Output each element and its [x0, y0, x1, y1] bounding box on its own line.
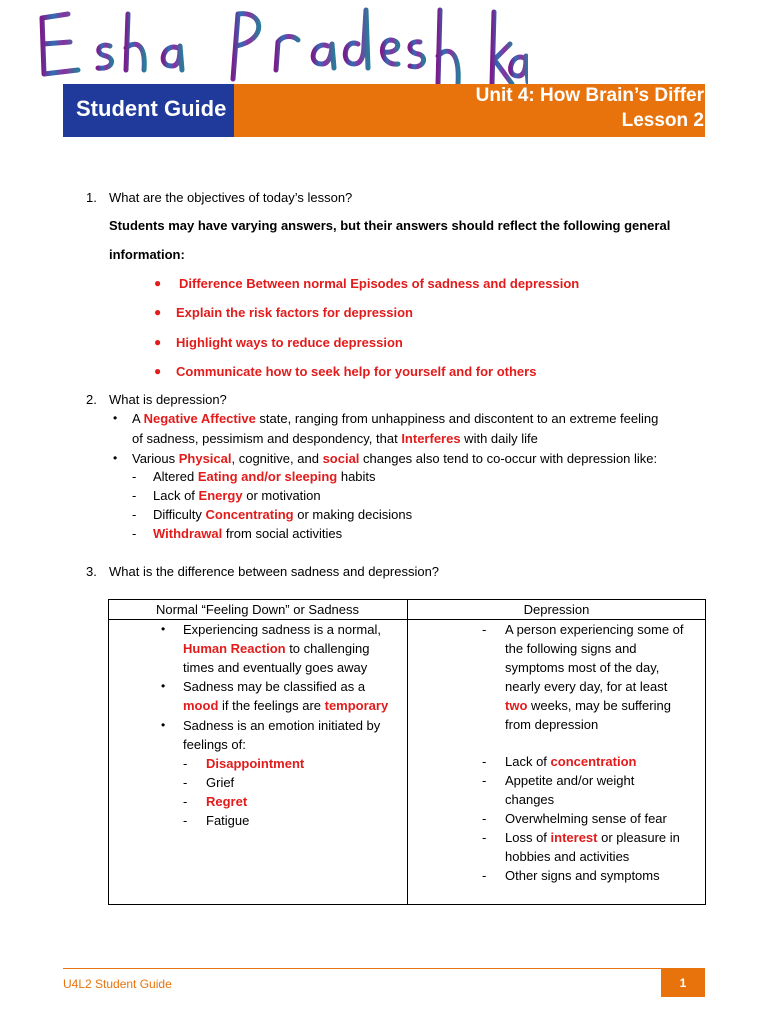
q2-sub-item: [153, 525, 342, 543]
depression-line: Other signs and symptoms: [505, 868, 660, 883]
table-border-right: [705, 599, 706, 905]
depression-line: A person experiencing some of: [505, 622, 684, 637]
table-column-divider: [407, 599, 408, 905]
bullet-icon: ●: [154, 364, 162, 378]
bullet-icon: •: [113, 411, 118, 425]
objective-item: Explain the risk factors for depression: [176, 305, 413, 320]
text: weeks, may be suffering: [527, 698, 671, 713]
q2-sub-item: [153, 487, 321, 505]
highlight: Energy: [198, 488, 243, 503]
text: to challenging: [285, 641, 370, 656]
text: changes also tend to co-occur with depression like:: [359, 451, 658, 466]
text: Lack of: [153, 488, 199, 503]
unit-title: [476, 83, 704, 133]
footer-divider: [63, 968, 705, 969]
text: from social activities: [222, 526, 343, 541]
highlight: Concentrating: [205, 507, 294, 522]
highlight: Withdrawal: [153, 526, 223, 541]
q2-number: 2.: [86, 392, 97, 407]
feeling-item: Fatigue: [206, 813, 250, 828]
depression-line: changes: [505, 792, 555, 807]
table-header-sadness: Normal “Feeling Down” or Sadness: [155, 602, 360, 617]
feeling-item: Disappointment: [206, 756, 305, 771]
bullet-icon: ●: [154, 276, 162, 290]
bullet-icon: •: [161, 679, 166, 693]
q2-bullet2: [132, 450, 657, 468]
depression-line: [505, 697, 671, 715]
bullet-icon: ●: [154, 335, 162, 349]
bullet-icon: ●: [154, 305, 162, 319]
depression-line: Overwhelming sense of fear: [505, 811, 667, 826]
highlight: Negative Affective: [143, 411, 256, 426]
depression-line: from depression: [505, 717, 599, 732]
highlight: concentration: [550, 754, 637, 769]
dash-icon: -: [482, 622, 487, 637]
dash-icon: -: [183, 775, 188, 790]
depression-line: nearly every day, for at least: [505, 679, 668, 694]
text: A: [132, 411, 144, 426]
bullet-icon: •: [113, 451, 118, 465]
lesson-line: Lesson 2: [621, 110, 704, 131]
sadness-line: Sadness may be classified as a: [183, 679, 366, 694]
objective-item: Difference Between normal Episodes of sadness and depression: [179, 276, 580, 291]
sadness-line: [183, 640, 369, 658]
unit-line: Unit 4: How Brain’s Differ: [475, 85, 704, 106]
highlight: Physical: [178, 451, 232, 466]
dash-icon: -: [183, 794, 188, 809]
text: state, ranging from unhappiness and discontent to an extreme feeling: [255, 411, 659, 426]
objective-item: Communicate how to seek help for yourself and for others: [176, 364, 537, 379]
page-number: 1: [661, 969, 705, 997]
dash-icon: -: [482, 754, 487, 769]
text: Loss of: [505, 830, 551, 845]
text: , cognitive, and: [231, 451, 323, 466]
q2-bullet1-line1: [132, 410, 658, 428]
text: of sadness, pessimism and despondency, that: [132, 431, 402, 446]
text: Altered: [153, 469, 198, 484]
sadness-line: Experiencing sadness is a normal,: [183, 622, 381, 637]
dash-icon: -: [482, 773, 487, 788]
highlight: social: [322, 451, 360, 466]
bullet-icon: •: [161, 718, 166, 732]
sadness-line: feelings of:: [183, 737, 246, 752]
objective-item: Highlight ways to reduce depression: [176, 335, 403, 350]
highlight: interest: [550, 830, 598, 845]
text: if the feelings are: [218, 698, 325, 713]
depression-line: the following signs and: [505, 641, 637, 656]
text: or pleasure in: [597, 830, 680, 845]
dash-icon: -: [183, 756, 188, 771]
highlight: Eating and/or sleeping: [197, 469, 338, 484]
highlight: two: [505, 698, 528, 713]
dash-icon: -: [482, 830, 487, 845]
q3-number: 3.: [86, 564, 97, 579]
depression-line: hobbies and activities: [505, 849, 630, 864]
text: or making decisions: [293, 507, 413, 522]
sadness-line: Sadness is an emotion initiated by: [183, 718, 381, 733]
feeling-item: Grief: [206, 775, 235, 790]
q2-sub-item: [153, 506, 412, 524]
q1-answer-line1: Students may have varying answers, but their answers should reflect the following general: [109, 218, 671, 233]
dash-icon: -: [183, 813, 188, 828]
depression-line: [505, 753, 637, 771]
table-header-depression: Depression: [523, 602, 590, 617]
dash-icon: -: [132, 488, 137, 503]
dash-icon: -: [482, 811, 487, 826]
depression-line: symptoms most of the day,: [505, 660, 660, 675]
text: with daily life: [460, 431, 538, 446]
footer-label: U4L2 Student Guide: [63, 977, 172, 991]
dash-icon: -: [132, 526, 137, 541]
page-title: Student Guide: [76, 96, 227, 121]
highlight: mood: [183, 698, 219, 713]
q1-question: What are the objectives of today’s lesson?: [109, 190, 353, 205]
sadness-line: [183, 697, 388, 715]
dash-icon: -: [482, 868, 487, 883]
dash-icon: -: [132, 507, 137, 522]
table-border-left: [108, 599, 109, 905]
highlight: temporary: [324, 698, 389, 713]
feeling-item: Regret: [206, 794, 248, 809]
highlight: Interferes: [401, 431, 461, 446]
dash-icon: -: [132, 469, 137, 484]
text: or motivation: [242, 488, 321, 503]
depression-line: Appetite and/or weight: [505, 773, 635, 788]
text: habits: [337, 469, 376, 484]
q2-sub-item: [153, 468, 376, 486]
highlight: Human Reaction: [183, 641, 286, 656]
q3-question: What is the difference between sadness and depression?: [109, 564, 440, 579]
text: Lack of: [505, 754, 551, 769]
depression-line: [505, 829, 680, 847]
q1-number: 1.: [86, 190, 97, 205]
sadness-line: times and eventually goes away: [183, 660, 368, 675]
bullet-icon: •: [161, 622, 166, 636]
q2-question: What is depression?: [109, 392, 227, 407]
q2-bullet1-line2: [132, 430, 538, 448]
text: Various: [132, 451, 179, 466]
q1-answer-line2: information:: [109, 247, 185, 262]
text: Difficulty: [153, 507, 206, 522]
